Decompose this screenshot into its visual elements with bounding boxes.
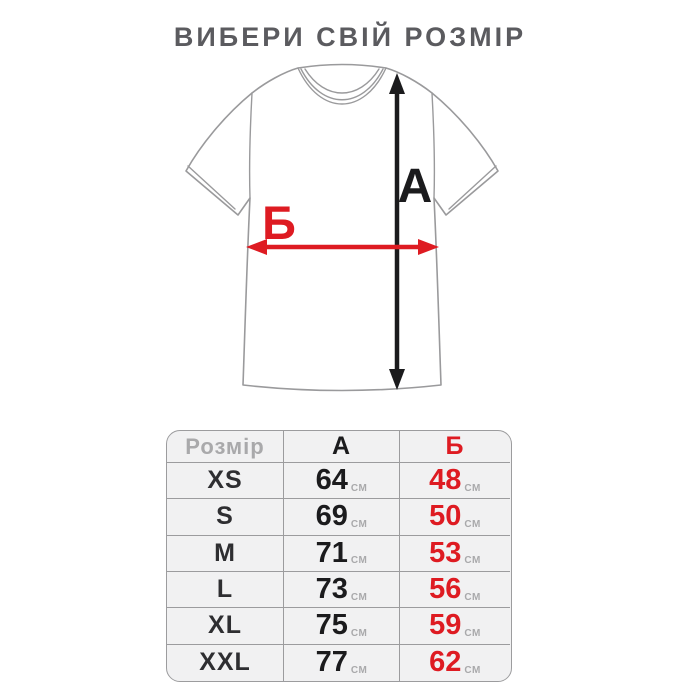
tshirt-outline <box>186 65 498 391</box>
size-table <box>166 430 512 682</box>
b-value: 48 <box>429 464 462 497</box>
unit-label: СМ <box>350 518 368 530</box>
b-value-cell <box>400 499 510 535</box>
a-value: 69 <box>315 500 348 533</box>
unit-label: СМ <box>464 482 481 494</box>
tshirt-diagram <box>178 58 518 398</box>
a-value: 64 <box>315 464 348 497</box>
b-value-cell <box>400 608 510 644</box>
header-a-column: А <box>284 431 400 463</box>
height-arrow-label: А <box>397 160 433 213</box>
a-value-cell <box>284 608 400 644</box>
size-label: XL <box>208 611 242 640</box>
b-value-cell <box>400 572 510 608</box>
b-value-cell <box>400 463 510 499</box>
size-label: XS <box>207 466 243 495</box>
b-value: 59 <box>429 609 462 642</box>
b-value: 56 <box>429 573 462 606</box>
b-value: 50 <box>429 500 462 533</box>
size-cell <box>167 645 284 681</box>
b-value-cell <box>400 536 510 572</box>
a-value-cell <box>284 499 400 535</box>
size-cell <box>167 463 284 499</box>
a-value: 73 <box>315 573 348 606</box>
unit-label: СМ <box>464 555 481 567</box>
a-value: 77 <box>315 646 348 679</box>
unit-label: СМ <box>350 482 368 494</box>
size-cell <box>167 608 284 644</box>
width-arrow-label: Б <box>262 196 296 249</box>
a-value-cell <box>284 645 400 681</box>
page-title: ВИБЕРИ СВІЙ РОЗМІР <box>173 22 527 52</box>
unit-label: СМ <box>464 518 481 530</box>
size-label: XXL <box>199 648 251 677</box>
unit-label: СМ <box>350 664 368 676</box>
b-value-cell <box>400 645 510 681</box>
a-value: 71 <box>315 536 348 569</box>
size-label: L <box>216 575 234 604</box>
size-cell <box>167 536 284 572</box>
size-label: S <box>216 502 234 531</box>
b-value: 53 <box>429 536 462 569</box>
unit-label: СМ <box>464 591 481 603</box>
tshirt-svg <box>178 58 518 398</box>
size-label: M <box>214 538 236 567</box>
size-cell <box>167 499 284 535</box>
a-value: 75 <box>315 609 348 642</box>
unit-label: СМ <box>464 664 481 676</box>
b-value: 62 <box>429 646 462 679</box>
header-size-column: Розмір <box>167 431 284 463</box>
a-value-cell <box>284 572 400 608</box>
unit-label: СМ <box>350 627 368 639</box>
unit-label: СМ <box>350 591 368 603</box>
unit-label: СМ <box>350 555 368 567</box>
a-value-cell <box>284 536 400 572</box>
header-b-column: Б <box>400 431 510 463</box>
unit-label: СМ <box>464 627 481 639</box>
a-value-cell <box>284 463 400 499</box>
size-cell <box>167 572 284 608</box>
